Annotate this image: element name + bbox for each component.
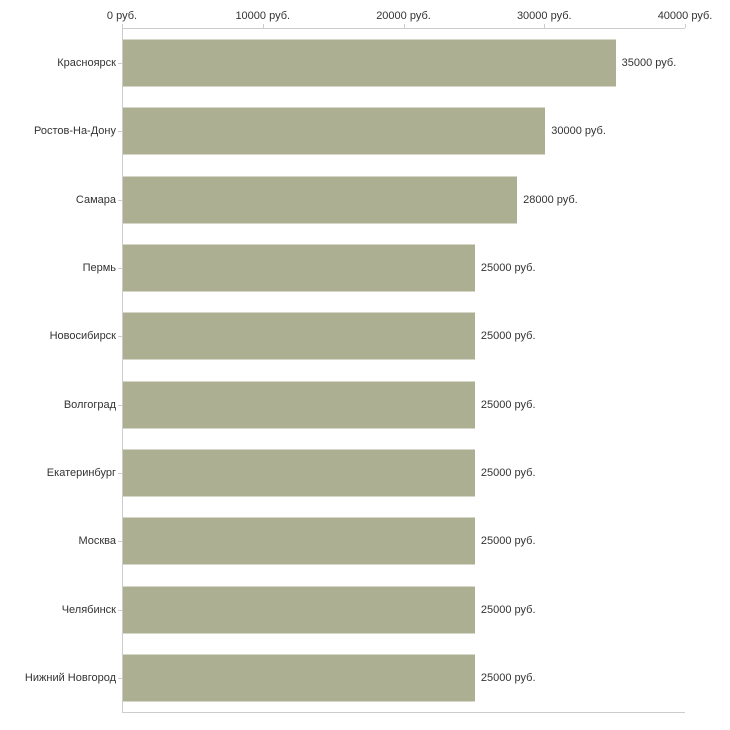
category-tick-mark: [118, 336, 122, 337]
bar[interactable]: [123, 313, 475, 360]
bar-row: [0, 166, 730, 234]
bar[interactable]: [123, 40, 616, 87]
bar-rows: [0, 29, 730, 712]
category-tick-mark: [118, 610, 122, 611]
x-axis-tick-mark: [122, 24, 123, 28]
bar-row: [0, 507, 730, 575]
category-tick-mark: [118, 541, 122, 542]
x-axis-tick-mark: [404, 24, 405, 28]
category-tick-mark: [118, 268, 122, 269]
category-label: Нижний Новгород: [24, 671, 116, 684]
bar-value-label: 25000 руб.: [480, 262, 536, 275]
bar[interactable]: [123, 108, 545, 155]
category-label: Екатеринбург: [46, 466, 116, 479]
bar[interactable]: [123, 518, 475, 565]
category-tick-mark: [118, 405, 122, 406]
category-tick-mark: [118, 63, 122, 64]
bar-row: [0, 575, 730, 643]
bar-value-label: 28000 руб.: [523, 193, 578, 206]
category-label: Челябинск: [61, 603, 116, 616]
bar-value-label: 25000 руб.: [480, 535, 536, 548]
bar[interactable]: [123, 381, 475, 428]
x-axis-tick-label: 10000 руб.: [235, 10, 291, 22]
bar-row: [0, 370, 730, 438]
bar-row: [0, 439, 730, 507]
x-axis-tick-mark: [685, 24, 686, 28]
category-tick-mark: [118, 200, 122, 201]
category-label: Новосибирск: [49, 330, 116, 343]
bar[interactable]: [123, 586, 475, 633]
bar-value-label: 25000 руб.: [480, 603, 536, 616]
bar[interactable]: [123, 654, 475, 701]
category-label: Волгоград: [63, 398, 116, 411]
x-axis-tick-mark: [544, 24, 545, 28]
x-axis-tick-label: 40000 руб.: [657, 10, 713, 22]
category-label: Москва: [78, 535, 116, 548]
x-axis-tick-label: 20000 руб.: [376, 10, 431, 22]
category-tick-mark: [118, 473, 122, 474]
x-axis-tick-mark: [263, 24, 264, 28]
bar[interactable]: [123, 176, 517, 223]
category-tick-mark: [118, 678, 122, 679]
bar-value-label: 25000 руб.: [480, 671, 536, 684]
bar[interactable]: [123, 245, 475, 292]
bar-row: [0, 234, 730, 302]
category-label: Самара: [75, 193, 116, 206]
bar-value-label: 30000 руб.: [551, 125, 606, 138]
bar-value-label: 25000 руб.: [480, 398, 536, 411]
bar-value-label: 25000 руб.: [480, 330, 536, 343]
category-label: Пермь: [82, 262, 116, 275]
bar[interactable]: [123, 449, 475, 496]
x-axis-tick-label: 0 руб.: [106, 10, 138, 22]
bottom-axis-line: [122, 712, 685, 713]
bar-row: [0, 302, 730, 370]
x-axis-tick-label: 30000 руб.: [516, 10, 572, 22]
bar-row: [0, 97, 730, 165]
category-label: Ростов-На-Дону: [33, 125, 116, 138]
bar-row: [0, 29, 730, 97]
bar-row: [0, 644, 730, 712]
category-label: Красноярск: [57, 57, 116, 70]
bar-value-label: 35000 руб.: [621, 57, 677, 70]
bar-value-label: 25000 руб.: [480, 466, 536, 479]
category-tick-mark: [118, 131, 122, 132]
